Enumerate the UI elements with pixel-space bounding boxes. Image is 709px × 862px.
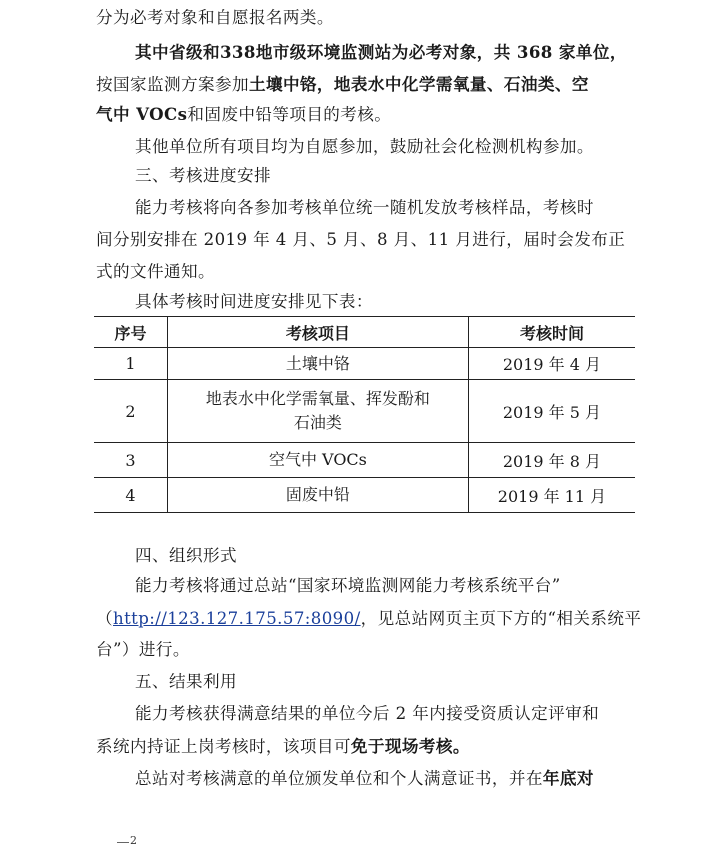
section-heading: 五、结果利用: [135, 672, 237, 691]
table-cell-time: 2019 年 11 月: [468, 478, 635, 513]
table-row: [94, 478, 635, 513]
text-run: 338: [219, 42, 256, 62]
text-run: 系统内持证上岗考核时，该项目可: [96, 737, 351, 756]
paragraph-line: 分为必考对象和自愿报名两类。: [96, 8, 334, 27]
table-cell-no: 2: [94, 380, 167, 443]
table-cell-no: 1: [94, 348, 167, 380]
text-run: 土壤中铬，地表水中化学需氧量、石油类、空: [248, 74, 589, 94]
table-header-row: [94, 317, 635, 348]
table-header-item: 考核项目: [167, 317, 468, 348]
text-run: 和固废中铅等项目的考核。: [187, 105, 392, 124]
text-run: 其中省级和: [135, 42, 220, 62]
table-cell-time: 2019 年 5 月: [468, 380, 635, 443]
paragraph-line: [135, 42, 635, 62]
section-heading: 三、考核进度安排: [135, 166, 271, 185]
table-cell-no: 4: [94, 478, 167, 513]
text-run: 地市级环境监测站为必考对象，共 368 家单位，: [255, 42, 627, 62]
footer-rule: [117, 842, 129, 843]
table-cell-item: 空气中 VOCs: [167, 443, 468, 478]
table-cell-item: 土壤中铬: [167, 348, 468, 380]
paragraph-line: 式的文件通知。: [96, 262, 215, 281]
text-run: （: [96, 609, 113, 628]
paragraph-line: 能力考核获得满意结果的单位今后 2 年内接受资质认定评审和: [135, 704, 600, 723]
table-row: [94, 348, 635, 380]
paragraph-line: [96, 104, 636, 125]
schedule-table: [94, 316, 635, 513]
text-run: 按国家监测方案参加: [96, 75, 249, 94]
table-header-no: 序号: [94, 317, 167, 348]
paragraph-line: 具体考核时间进度安排见下表：: [135, 292, 373, 311]
page-number: 2: [130, 834, 137, 847]
text-run: 年底对: [542, 768, 594, 788]
text-run: 免于现场考核。: [350, 736, 470, 756]
table-header-time: 考核时间: [468, 317, 635, 348]
section-heading: 四、组织形式: [135, 546, 237, 565]
platform-link[interactable]: http://123.127.175.57:8090/: [113, 609, 361, 628]
paragraph-line: [96, 609, 642, 629]
table-cell-time: 2019 年 8 月: [468, 443, 635, 478]
paragraph-line: [135, 768, 635, 789]
table-cell-item: 地表水中化学需氧量、挥发酚和石油类: [167, 380, 468, 443]
text-run: 气中 VOCs: [96, 104, 188, 124]
table-cell-item: 固废中铅: [167, 478, 468, 513]
paragraph-line: 能力考核将向各参加考核单位统一随机发放考核样品，考核时: [135, 198, 594, 217]
paragraph-line: [96, 736, 636, 757]
paragraph-line: 能力考核将通过总站“国家环境监测网能力考核系统平台”: [135, 576, 561, 595]
text-run: ，见总站网页主页下方的“相关系统平: [360, 609, 642, 628]
text-run: 总站对考核满意的单位颁发单位和个人满意证书，并在: [135, 769, 543, 788]
table-row: [94, 443, 635, 478]
paragraph-line: 间分别安排在 2019 年 4 月、5 月、8 月、11 月进行，届时会发布正: [96, 230, 626, 249]
paragraph-line: 台”）进行。: [96, 640, 190, 659]
table-row: [94, 380, 635, 443]
paragraph-line: [96, 74, 636, 95]
paragraph-line: 其他单位所有项目均为自愿参加，鼓励社会化检测机构参加。: [135, 137, 594, 156]
table-cell-no: 3: [94, 443, 167, 478]
table-cell-time: 2019 年 4 月: [468, 348, 635, 380]
